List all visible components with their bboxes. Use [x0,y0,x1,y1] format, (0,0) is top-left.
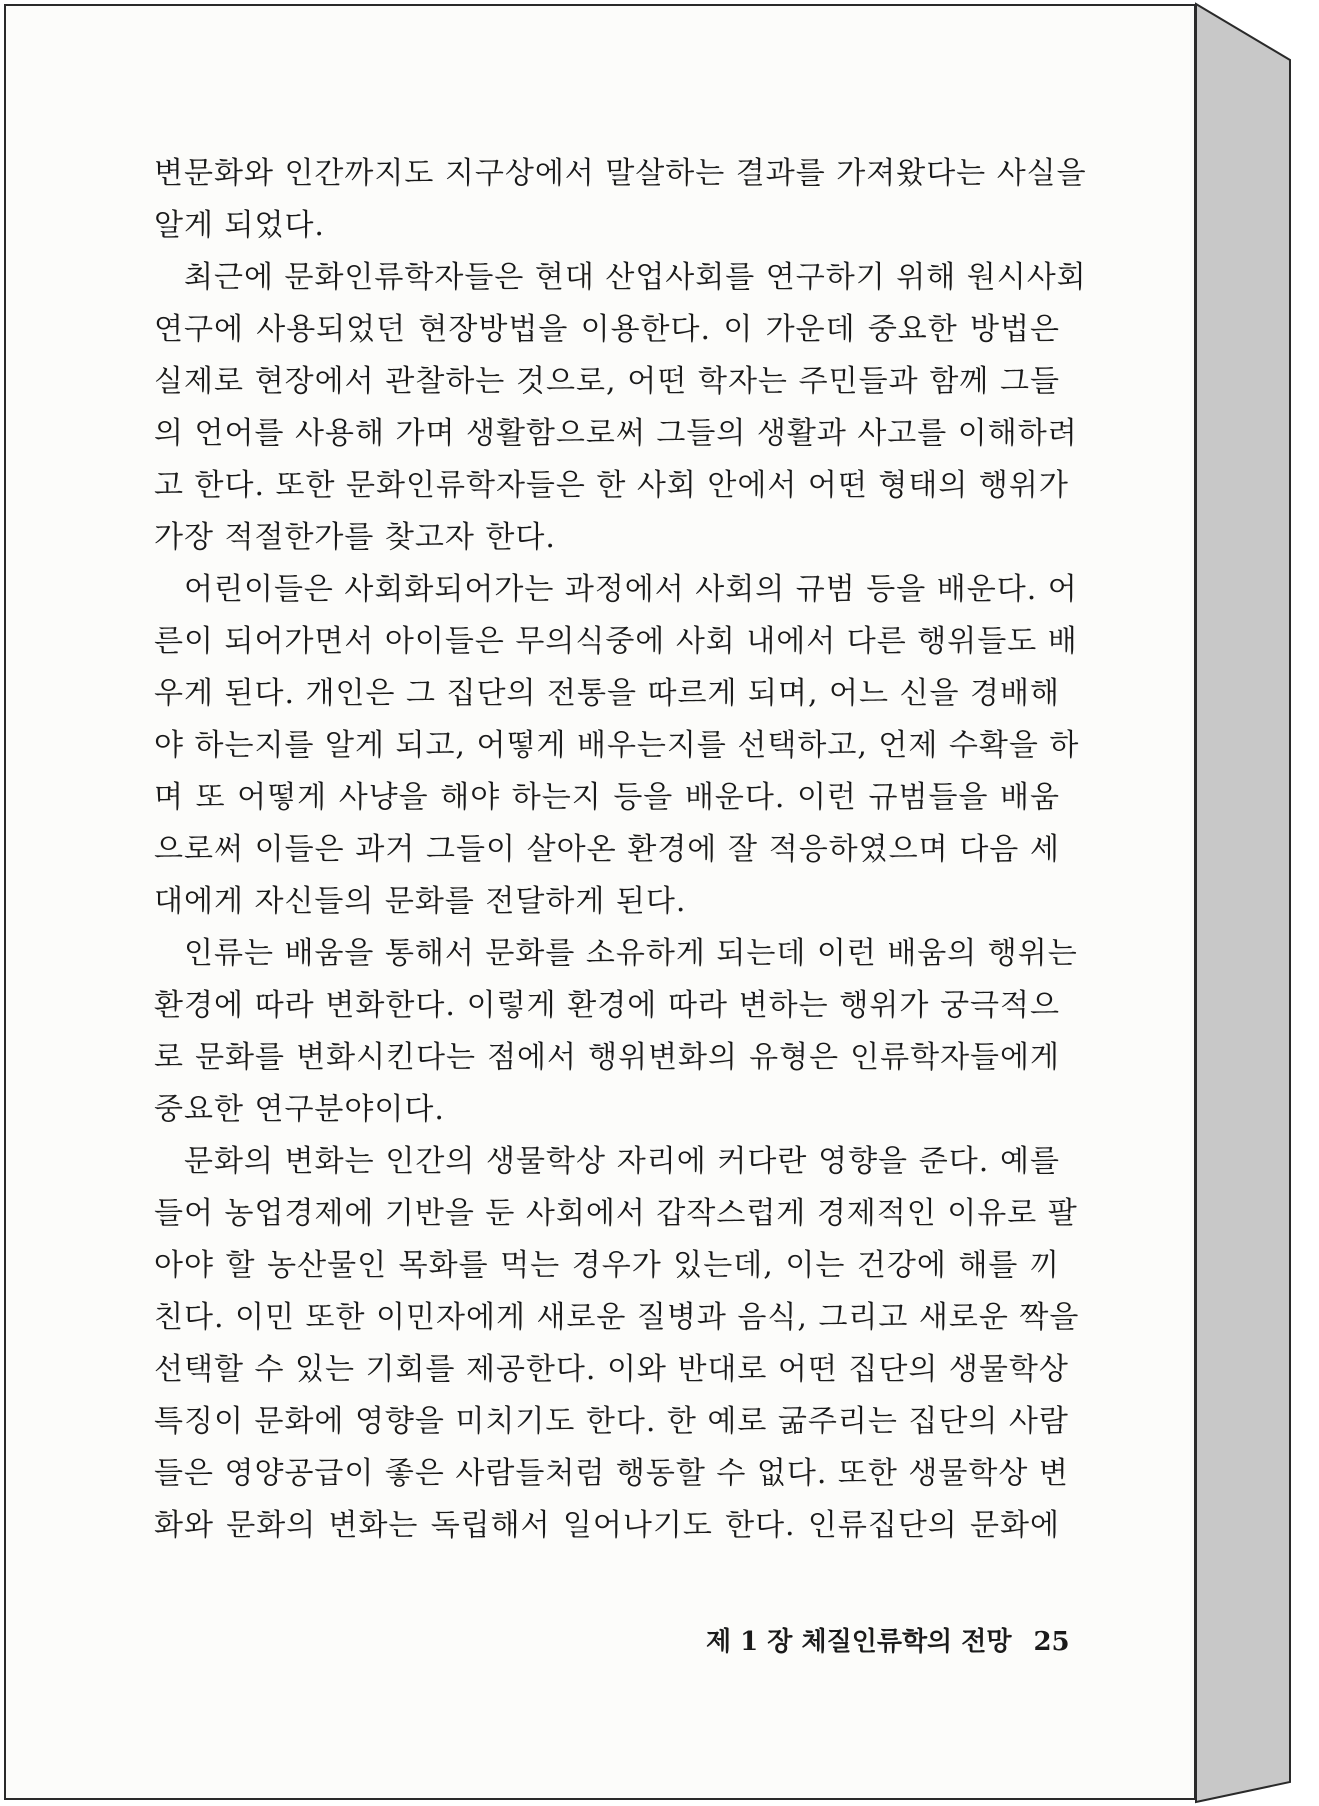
page-number: 25 [1033,1627,1070,1657]
text-line: 친다. 이민 또한 이민자에게 새로운 질병과 음식, 그리고 새로운 짝을 [154,1300,1080,1335]
text-line: 문화의 변화는 인간의 생물학상 자리에 커다란 영향을 준다. 예를 [184,1144,1060,1179]
text-line: 아야 할 농산물인 목화를 먹는 경우가 있는데, 이는 건강에 해를 끼 [154,1248,1060,1283]
text-line: 들어 농업경제에 기반을 둔 사회에서 갑작스럽게 경제적인 이유로 팔 [154,1196,1078,1231]
text-line: 환경에 따라 변화한다. 이렇게 환경에 따라 변하는 행위가 궁극적으 [154,988,1060,1023]
text-line: 선택할 수 있는 기회를 제공한다. 이와 반대로 어떤 집단의 생물학상 [154,1352,1069,1387]
text-line: 로 문화를 변화시킨다는 점에서 행위변화의 유형은 인류학자들에게 [154,1040,1060,1075]
text-line: 특징이 문화에 영향을 미치기도 한다. 한 예로 굶주리는 집단의 사람 [154,1404,1069,1439]
text-line: 우게 된다. 개인은 그 집단의 전통을 따르게 되며, 어느 신을 경배해 [154,676,1060,711]
text-line: 화와 문화의 변화는 독립해서 일어나기도 한다. 인류집단의 문화에 [154,1508,1060,1543]
text-line: 변문화와 인간까지도 지구상에서 말살하는 결과를 가져왔다는 사실을 [154,156,1087,191]
text-line: 어린이들은 사회화되어가는 과정에서 사회의 규범 등을 배운다. 어 [184,572,1078,607]
body-text [154,148,1087,1552]
text-line: 인류는 배움을 통해서 문화를 소유하게 되는데 이런 배움의 행위는 [184,936,1078,971]
book-page [4,4,1196,1800]
text-line: 대에게 자신들의 문화를 전달하게 된다. [154,884,687,919]
text-line: 알게 되었다. [154,208,325,243]
text-line: 른이 되어가면서 아이들은 무의식중에 사회 내에서 다른 행위들도 배 [154,624,1078,659]
text-line: 가장 적절한가를 찾고자 한다. [154,520,556,555]
running-footer [706,1621,1070,1658]
text-line: 연구에 사용되었던 현장방법을 이용한다. 이 가운데 중요한 방법은 [154,312,1060,347]
text-line: 실제로 현장에서 관찰하는 것으로, 어떤 학자는 주민들과 함께 그들 [154,364,1060,399]
text-line: 최근에 문화인류학자들은 현대 산업사회를 연구하기 위해 원시사회 [184,260,1087,295]
text-line: 며 또 어떻게 사냥을 해야 하는지 등을 배운다. 이런 규범들을 배움 [154,780,1060,815]
text-line: 야 하는지를 알게 되고, 어떻게 배우는지를 선택하고, 언제 수확을 하 [154,728,1080,763]
text-line: 들은 영양공급이 좋은 사람들처럼 행동할 수 없다. 또한 생물학상 변 [154,1456,1069,1491]
text-line: 으로써 이들은 과거 그들이 살아온 환경에 잘 적응하였으며 다음 세 [154,832,1060,867]
text-line: 중요한 연구분야이다. [154,1092,445,1127]
text-line: 고 한다. 또한 문화인류학자들은 한 사회 안에서 어떤 형태의 행위가 [154,468,1069,503]
text-line: 의 언어를 사용해 가며 생활함으로써 그들의 생활과 사고를 이해하려 [154,416,1078,451]
chapter-title: 제 1 장 체질인류학의 전망 [706,1627,1012,1657]
